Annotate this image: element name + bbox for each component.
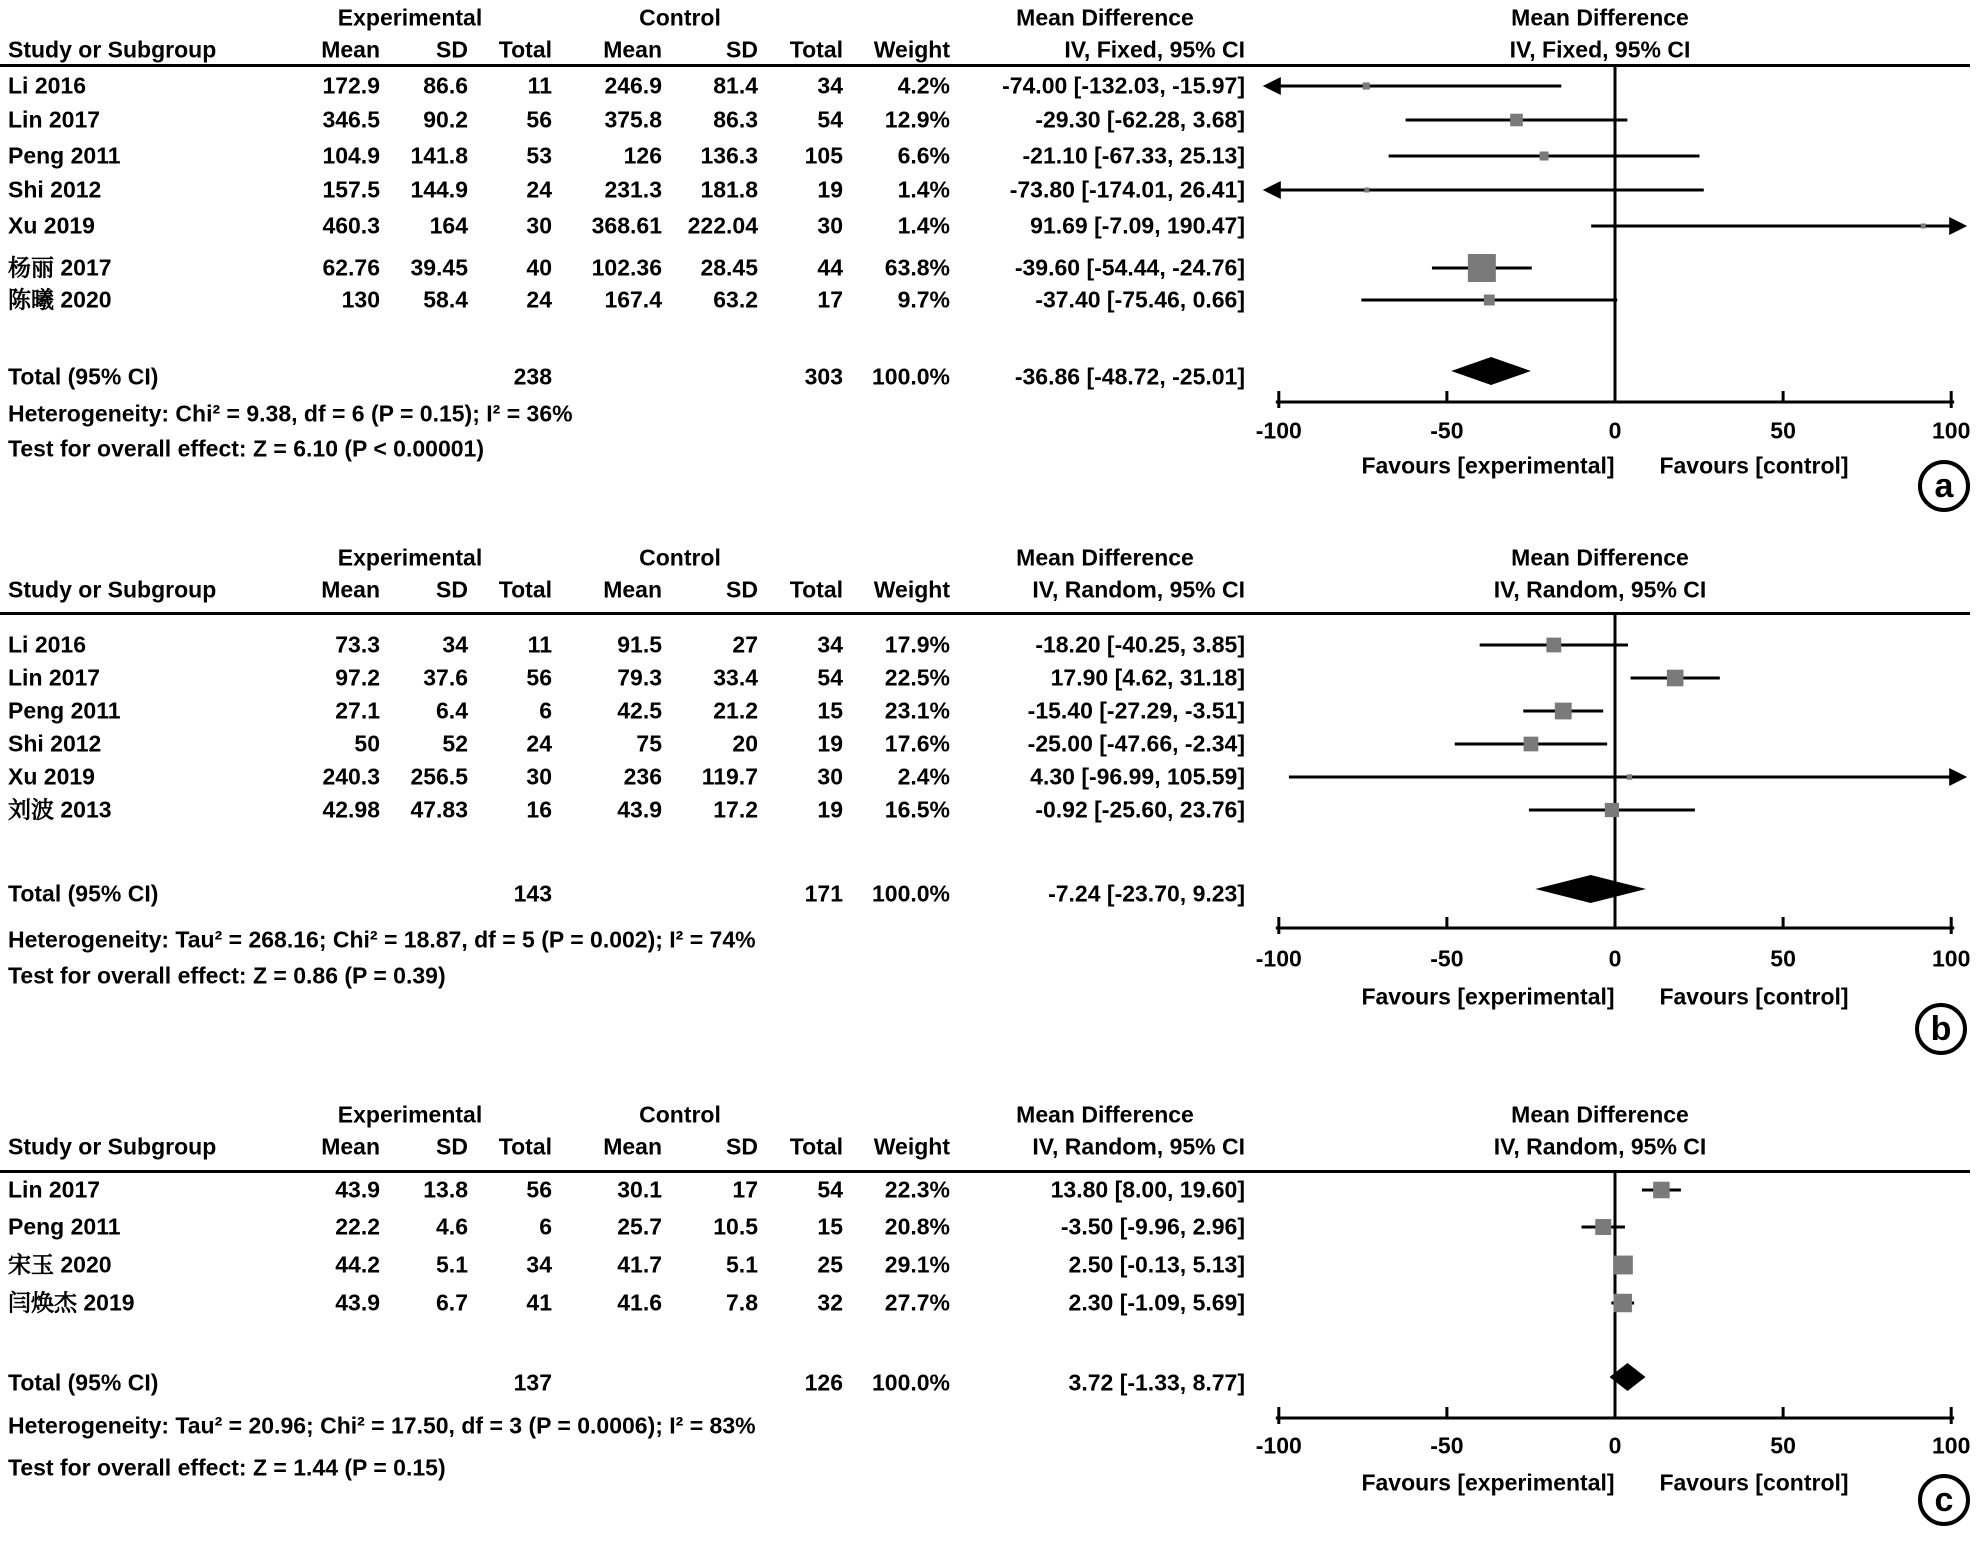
- effect-marker: [1595, 1219, 1611, 1235]
- col-header-exp-total: Total: [498, 576, 552, 603]
- study-ci-text: 4.30 [-96.99, 105.59]: [1030, 763, 1245, 790]
- study-exp-sd: 47.83: [410, 796, 468, 823]
- col-header-ctl-sd: SD: [726, 36, 758, 63]
- effect-marker: [1614, 1256, 1633, 1275]
- study-ctl-total: 44: [817, 254, 843, 281]
- study-ctl-sd: 21.2: [713, 697, 758, 724]
- study-ctl-mean: 246.9: [604, 72, 662, 99]
- study-exp-total: 56: [526, 106, 552, 133]
- study-ctl-mean: 75: [636, 730, 662, 757]
- study-weight: 17.6%: [884, 730, 950, 757]
- axis-tick-label: -50: [1430, 945, 1464, 972]
- axis-tick-label: 0: [1608, 945, 1622, 972]
- study-ctl-sd: 27: [732, 631, 758, 658]
- group-header-experimental: Experimental: [337, 4, 483, 31]
- study-ctl-sd: 181.8: [700, 176, 758, 203]
- study-ctl-total: 19: [817, 730, 843, 757]
- study-exp-total: 53: [526, 142, 552, 169]
- col-header-ci-table: IV, Fixed, 95% CI: [1064, 36, 1245, 63]
- study-exp-mean: 44.2: [335, 1251, 380, 1278]
- study-ctl-sd: 10.5: [713, 1213, 758, 1240]
- axis-tick-label: 50: [1770, 1432, 1796, 1459]
- study-name: 陈曦 2020: [8, 286, 112, 313]
- study-ctl-mean: 41.7: [617, 1251, 662, 1278]
- panel-label-badge: c: [1918, 1474, 1970, 1526]
- study-exp-total: 11: [527, 72, 552, 99]
- col-header-exp-total: Total: [498, 1133, 552, 1160]
- study-ctl-mean: 126: [623, 142, 662, 169]
- total-label: Total (95% CI): [8, 1369, 159, 1396]
- total-weight: 100.0%: [871, 1369, 950, 1396]
- axis-tick-label: 100: [1932, 945, 1971, 972]
- col-header-study: Study or Subgroup: [8, 1133, 217, 1160]
- total-ctl-total: 303: [804, 363, 843, 390]
- study-ctl-sd: 17.2: [713, 796, 758, 823]
- col-header-exp-sd: SD: [436, 576, 468, 603]
- study-ctl-total: 34: [817, 72, 843, 99]
- study-ctl-mean: 167.4: [604, 286, 662, 313]
- study-exp-total: 6: [539, 697, 552, 724]
- col-header-ci-plot: IV, Random, 95% CI: [1493, 576, 1707, 603]
- study-ctl-total: 32: [817, 1289, 843, 1316]
- study-exp-total: 24: [526, 176, 552, 203]
- study-weight: 27.7%: [884, 1289, 950, 1316]
- study-ctl-total: 30: [817, 212, 843, 239]
- study-exp-total: 11: [527, 631, 552, 658]
- study-weight: 4.2%: [897, 72, 950, 99]
- effect-marker: [1614, 1294, 1632, 1312]
- col-header-exp-sd: SD: [436, 36, 468, 63]
- study-exp-total: 16: [526, 796, 552, 823]
- col-header-exp-mean: Mean: [321, 576, 380, 603]
- total-label: Total (95% CI): [8, 363, 159, 390]
- col-header-ci-plot: IV, Random, 95% CI: [1493, 1133, 1707, 1160]
- col-header-ci-plot: IV, Fixed, 95% CI: [1509, 36, 1691, 63]
- study-exp-mean: 50: [354, 730, 380, 757]
- total-ctl-total: 171: [804, 880, 843, 907]
- study-exp-mean: 62.76: [322, 254, 380, 281]
- effect-marker: [1653, 1182, 1670, 1199]
- study-exp-mean: 43.9: [335, 1176, 380, 1203]
- study-ci-text: -29.30 [-62.28, 3.68]: [1035, 106, 1245, 133]
- study-ci-text: 13.80 [8.00, 19.60]: [1050, 1176, 1245, 1203]
- study-weight: 20.8%: [884, 1213, 950, 1240]
- col-header-ctl-total: Total: [789, 36, 843, 63]
- study-ctl-sd: 81.4: [713, 72, 758, 99]
- study-weight: 22.5%: [884, 664, 950, 691]
- study-ctl-sd: 63.2: [713, 286, 758, 313]
- study-exp-mean: 460.3: [322, 212, 380, 239]
- study-name: Xu 2019: [8, 763, 95, 790]
- study-exp-sd: 34: [442, 631, 468, 658]
- col-header-ctl-mean: Mean: [603, 576, 662, 603]
- study-weight: 16.5%: [884, 796, 950, 823]
- study-exp-sd: 144.9: [410, 176, 468, 203]
- total-exp-total: 238: [513, 363, 552, 390]
- study-ctl-mean: 41.6: [617, 1289, 662, 1316]
- study-ctl-mean: 91.5: [617, 631, 662, 658]
- total-ci-text: -36.86 [-48.72, -25.01]: [1014, 363, 1245, 390]
- study-exp-mean: 346.5: [322, 106, 380, 133]
- group-header-mean-difference-table: Mean Difference: [1016, 1101, 1194, 1128]
- study-exp-mean: 22.2: [335, 1213, 380, 1240]
- study-exp-sd: 86.6: [423, 72, 468, 99]
- study-name: 宋玉 2020: [8, 1251, 112, 1278]
- col-header-exp-total: Total: [498, 36, 552, 63]
- study-ctl-sd: 136.3: [700, 142, 758, 169]
- study-ctl-mean: 25.7: [617, 1213, 662, 1240]
- study-ci-text: 2.30 [-1.09, 5.69]: [1068, 1289, 1245, 1316]
- study-name: 杨丽 2017: [8, 254, 112, 281]
- study-exp-mean: 42.98: [322, 796, 380, 823]
- study-exp-total: 30: [526, 212, 552, 239]
- study-exp-total: 40: [526, 254, 552, 281]
- study-ctl-sd: 86.3: [713, 106, 758, 133]
- col-header-weight: Weight: [873, 1133, 950, 1160]
- study-exp-mean: 43.9: [335, 1289, 380, 1316]
- total-label: Total (95% CI): [8, 880, 159, 907]
- study-name: Li 2016: [8, 72, 86, 99]
- col-header-weight: Weight: [873, 576, 950, 603]
- group-header-control: Control: [639, 1101, 721, 1128]
- axis-tick-label: -100: [1255, 417, 1302, 444]
- study-weight: 12.9%: [884, 106, 950, 133]
- study-name: Lin 2017: [8, 664, 101, 691]
- study-ctl-total: 15: [817, 1213, 843, 1240]
- col-header-ctl-mean: Mean: [603, 1133, 662, 1160]
- study-ctl-mean: 236: [623, 763, 662, 790]
- total-exp-total: 143: [513, 880, 552, 907]
- study-exp-total: 6: [539, 1213, 552, 1240]
- study-ctl-total: 25: [817, 1251, 843, 1278]
- col-header-exp-mean: Mean: [321, 1133, 380, 1160]
- study-name: Peng 2011: [8, 697, 121, 724]
- study-ci-text: -15.40 [-27.29, -3.51]: [1027, 697, 1245, 724]
- study-ctl-mean: 102.36: [591, 254, 662, 281]
- study-weight: 63.8%: [884, 254, 950, 281]
- col-header-ci-table: IV, Random, 95% CI: [1032, 1133, 1245, 1160]
- study-ci-text: -37.40 [-75.46, 0.66]: [1035, 286, 1245, 313]
- study-exp-mean: 130: [341, 286, 380, 313]
- axis-tick-label: 50: [1770, 945, 1796, 972]
- study-ctl-mean: 79.3: [617, 664, 662, 691]
- study-ci-text: -74.00 [-132.03, -15.97]: [1002, 72, 1245, 99]
- study-exp-sd: 58.4: [423, 286, 468, 313]
- col-header-ctl-sd: SD: [726, 576, 758, 603]
- group-header-mean-difference-plot: Mean Difference: [1511, 544, 1689, 571]
- col-header-weight: Weight: [873, 36, 950, 63]
- heterogeneity-text: Heterogeneity: Chi² = 9.38, df = 6 (P = 0.15); I² = 36%: [8, 400, 573, 427]
- study-exp-total: 41: [526, 1289, 552, 1316]
- study-name: Lin 2017: [8, 106, 101, 133]
- study-ci-text: 17.90 [4.62, 31.18]: [1050, 664, 1245, 691]
- study-ci-text: -39.60 [-54.44, -24.76]: [1014, 254, 1245, 281]
- total-ci-text: 3.72 [-1.33, 8.77]: [1068, 1369, 1245, 1396]
- study-exp-sd: 39.45: [410, 254, 468, 281]
- study-exp-sd: 6.7: [436, 1289, 468, 1316]
- study-exp-mean: 157.5: [322, 176, 380, 203]
- col-header-ctl-sd: SD: [726, 1133, 758, 1160]
- study-weight: 1.4%: [897, 212, 950, 239]
- study-exp-total: 30: [526, 763, 552, 790]
- study-exp-mean: 172.9: [322, 72, 380, 99]
- group-header-mean-difference-plot: Mean Difference: [1511, 1101, 1689, 1128]
- col-header-study: Study or Subgroup: [8, 576, 217, 603]
- study-ctl-sd: 28.45: [700, 254, 758, 281]
- study-ctl-mean: 30.1: [617, 1176, 662, 1203]
- group-header-mean-difference-plot: Mean Difference: [1511, 4, 1689, 31]
- study-name: Li 2016: [8, 631, 86, 658]
- study-ctl-mean: 375.8: [604, 106, 662, 133]
- study-name: Lin 2017: [8, 1176, 101, 1203]
- study-ctl-total: 105: [804, 142, 843, 169]
- study-weight: 29.1%: [884, 1251, 950, 1278]
- study-ci-text: -21.10 [-67.33, 25.13]: [1022, 142, 1245, 169]
- study-ci-text: 91.69 [-7.09, 190.47]: [1030, 212, 1245, 239]
- study-exp-sd: 90.2: [423, 106, 468, 133]
- study-exp-total: 56: [526, 1176, 552, 1203]
- study-ctl-sd: 222.04: [687, 212, 758, 239]
- study-ctl-total: 19: [817, 796, 843, 823]
- col-header-exp-mean: Mean: [321, 36, 380, 63]
- col-header-ci-table: IV, Random, 95% CI: [1032, 576, 1245, 603]
- study-ci-text: -73.80 [-174.01, 26.41]: [1009, 176, 1245, 203]
- total-ctl-total: 126: [804, 1369, 843, 1396]
- study-ctl-sd: 119.7: [701, 763, 758, 790]
- study-ci-text: -25.00 [-47.66, -2.34]: [1027, 730, 1245, 757]
- favours-left-label: Favours [experimental]: [1361, 452, 1615, 479]
- study-ctl-sd: 7.8: [726, 1289, 758, 1316]
- study-name: Peng 2011: [8, 1213, 121, 1240]
- study-name: 刘波 2013: [8, 796, 112, 823]
- group-header-experimental: Experimental: [337, 1101, 483, 1128]
- study-ci-text: -18.20 [-40.25, 3.85]: [1035, 631, 1245, 658]
- group-header-experimental: Experimental: [337, 544, 483, 571]
- favours-right-label: Favours [control]: [1659, 1469, 1849, 1496]
- study-exp-sd: 141.8: [410, 142, 468, 169]
- favours-left-label: Favours [experimental]: [1361, 1469, 1615, 1496]
- panel-label-badge: a: [1918, 460, 1970, 512]
- study-ctl-mean: 231.3: [604, 176, 662, 203]
- study-ctl-total: 54: [817, 1176, 843, 1203]
- study-ctl-sd: 33.4: [713, 664, 758, 691]
- favours-right-label: Favours [control]: [1659, 983, 1849, 1010]
- study-ctl-mean: 368.61: [591, 212, 662, 239]
- study-exp-mean: 240.3: [322, 763, 380, 790]
- axis-tick-label: 50: [1770, 417, 1796, 444]
- group-header-control: Control: [639, 544, 721, 571]
- overall-effect-text: Test for overall effect: Z = 1.44 (P = 0.15): [8, 1454, 446, 1481]
- group-header-mean-difference-table: Mean Difference: [1016, 4, 1194, 31]
- study-exp-total: 24: [526, 730, 552, 757]
- study-ci-text: -0.92 [-25.60, 23.76]: [1035, 796, 1245, 823]
- study-weight: 9.7%: [897, 286, 950, 313]
- study-ci-text: 2.50 [-0.13, 5.13]: [1068, 1251, 1245, 1278]
- col-header-ctl-total: Total: [789, 576, 843, 603]
- study-weight: 1.4%: [897, 176, 950, 203]
- overall-effect-text: Test for overall effect: Z = 0.86 (P = 0.39): [8, 962, 446, 989]
- panel-label-badge: b: [1915, 1003, 1967, 1055]
- study-name: Xu 2019: [8, 212, 95, 239]
- study-exp-sd: 52: [442, 730, 468, 757]
- study-ctl-sd: 17: [732, 1176, 758, 1203]
- study-exp-mean: 104.9: [322, 142, 380, 169]
- group-header-control: Control: [639, 4, 721, 31]
- heterogeneity-text: Heterogeneity: Tau² = 20.96; Chi² = 17.50, df = 3 (P = 0.0006); I² = 83%: [8, 1412, 756, 1439]
- col-header-exp-sd: SD: [436, 1133, 468, 1160]
- study-weight: 22.3%: [884, 1176, 950, 1203]
- study-name: Shi 2012: [8, 730, 102, 757]
- total-weight: 100.0%: [871, 363, 950, 390]
- total-exp-total: 137: [513, 1369, 552, 1396]
- study-name: 闫焕杰 2019: [8, 1289, 135, 1316]
- study-exp-mean: 27.1: [335, 697, 380, 724]
- study-exp-sd: 6.4: [436, 697, 468, 724]
- heterogeneity-text: Heterogeneity: Tau² = 268.16; Chi² = 18.87, df = 5 (P = 0.002); I² = 74%: [8, 926, 756, 953]
- axis-tick-label: -100: [1255, 1432, 1302, 1459]
- col-header-ctl-total: Total: [789, 1133, 843, 1160]
- axis-tick-label: -100: [1255, 945, 1302, 972]
- study-exp-sd: 13.8: [423, 1176, 468, 1203]
- axis-tick-label: 0: [1608, 417, 1622, 444]
- study-ctl-total: 30: [817, 763, 843, 790]
- study-ctl-mean: 43.9: [617, 796, 662, 823]
- study-exp-total: 24: [526, 286, 552, 313]
- favours-left-label: Favours [experimental]: [1361, 983, 1615, 1010]
- study-exp-sd: 4.6: [436, 1213, 468, 1240]
- study-ctl-total: 15: [817, 697, 843, 724]
- axis-tick-label: -50: [1430, 1432, 1464, 1459]
- study-weight: 2.4%: [897, 763, 950, 790]
- study-exp-sd: 256.5: [410, 763, 468, 790]
- study-exp-sd: 5.1: [436, 1251, 468, 1278]
- total-weight: 100.0%: [871, 880, 950, 907]
- favours-right-label: Favours [control]: [1659, 452, 1849, 479]
- study-name: Shi 2012: [8, 176, 102, 203]
- study-ctl-total: 17: [817, 286, 843, 313]
- study-ctl-total: 54: [817, 664, 843, 691]
- study-ctl-sd: 5.1: [726, 1251, 758, 1278]
- col-header-ctl-mean: Mean: [603, 36, 662, 63]
- study-exp-sd: 37.6: [423, 664, 468, 691]
- study-weight: 6.6%: [897, 142, 950, 169]
- study-ctl-total: 54: [817, 106, 843, 133]
- study-ctl-total: 34: [817, 631, 843, 658]
- study-exp-total: 56: [526, 664, 552, 691]
- study-ctl-sd: 20: [732, 730, 758, 757]
- study-ctl-mean: 42.5: [617, 697, 662, 724]
- study-exp-sd: 164: [429, 212, 468, 239]
- group-header-mean-difference-table: Mean Difference: [1016, 544, 1194, 571]
- study-exp-total: 34: [526, 1251, 552, 1278]
- axis-tick-label: 100: [1932, 1432, 1971, 1459]
- total-ci-text: -7.24 [-23.70, 9.23]: [1048, 880, 1245, 907]
- study-weight: 17.9%: [884, 631, 950, 658]
- study-exp-mean: 97.2: [335, 664, 380, 691]
- overall-effect-text: Test for overall effect: Z = 6.10 (P < 0.00001): [8, 435, 484, 462]
- axis-tick-label: 0: [1608, 1432, 1622, 1459]
- axis-tick-label: 100: [1932, 417, 1971, 444]
- study-name: Peng 2011: [8, 142, 121, 169]
- study-exp-mean: 73.3: [335, 631, 380, 658]
- axis-tick-label: -50: [1430, 417, 1464, 444]
- col-header-study: Study or Subgroup: [8, 36, 217, 63]
- study-ci-text: -3.50 [-9.96, 2.96]: [1060, 1213, 1245, 1240]
- study-weight: 23.1%: [884, 697, 950, 724]
- study-ctl-total: 19: [817, 176, 843, 203]
